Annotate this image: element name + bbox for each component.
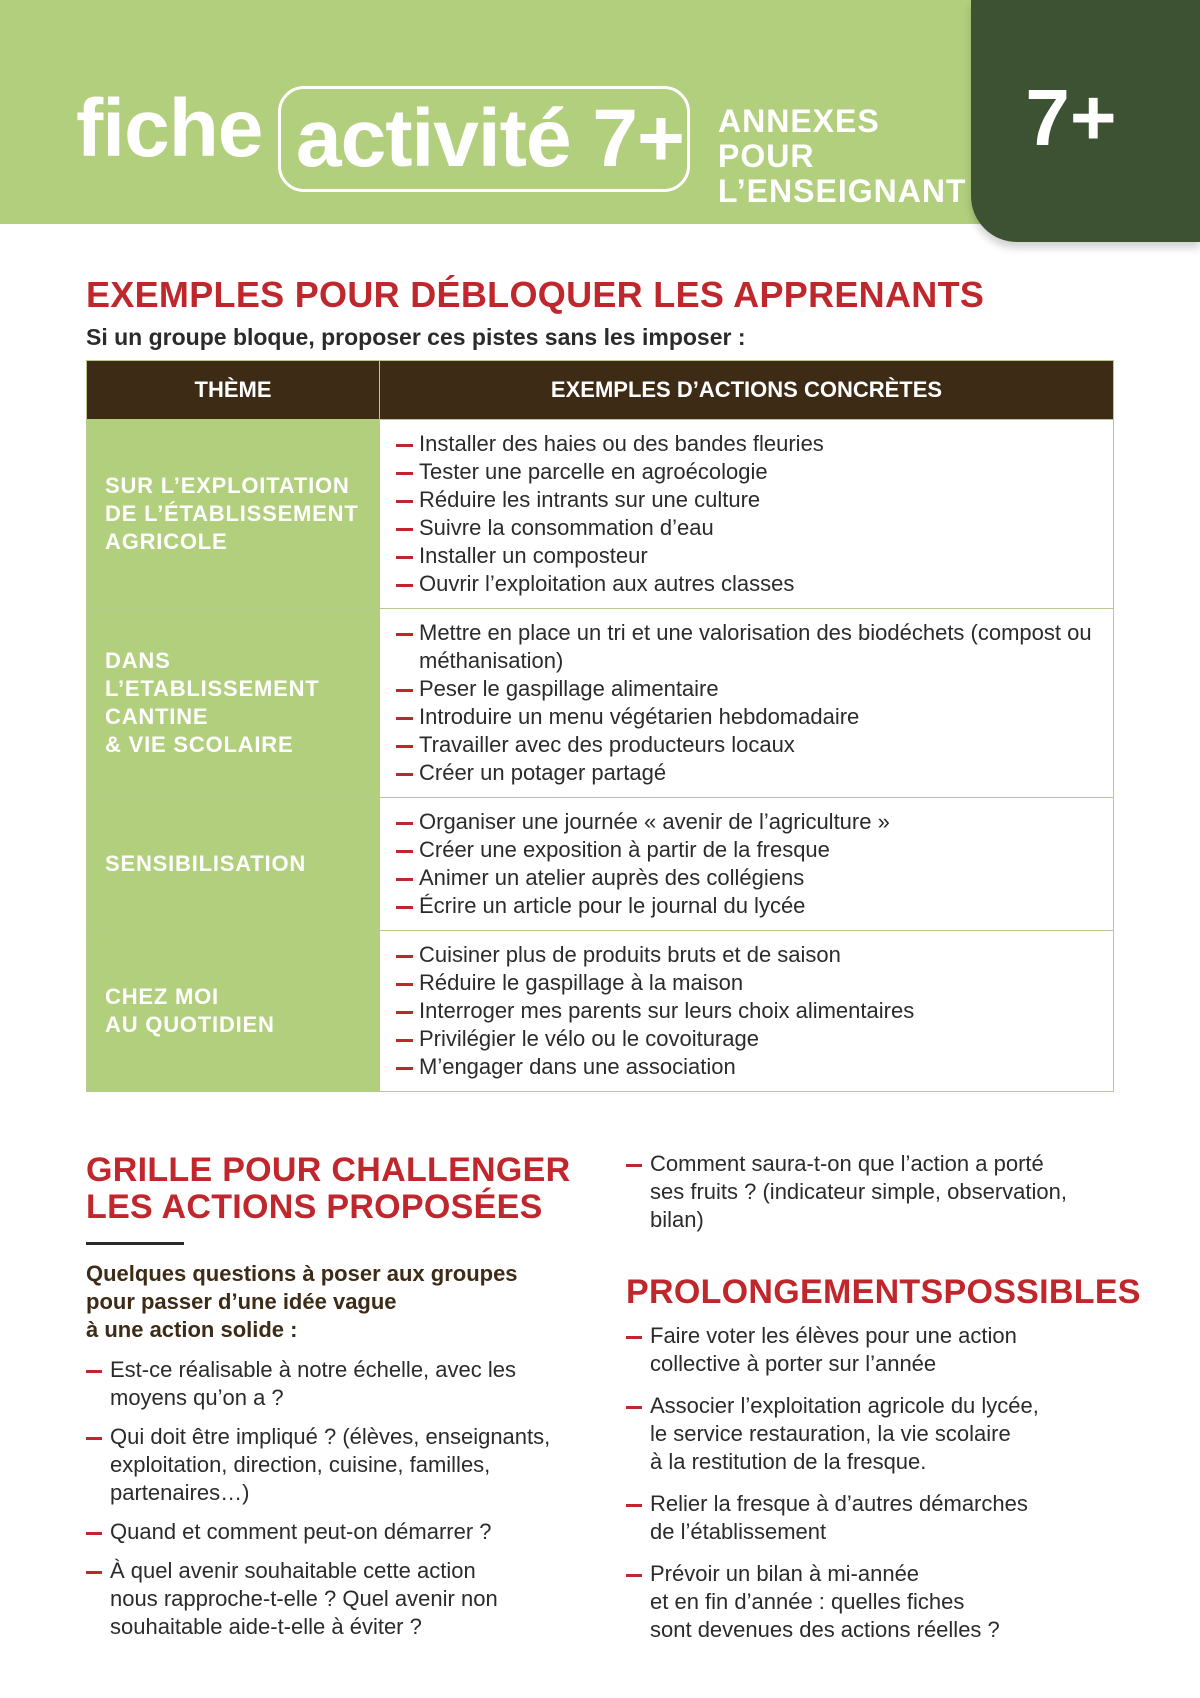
prolongement-item: Relier la fresque à d’autres démarches de l’établissement bbox=[626, 1490, 1126, 1546]
action-item: Réduire les intrants sur une culture bbox=[396, 486, 1101, 514]
action-item: Tester une parcelle en agroécologie bbox=[396, 458, 1101, 486]
theme-label: CHEZ MOI AU QUOTIDIEN bbox=[105, 984, 275, 1037]
action-item: Peser le gaspillage alimentaire bbox=[396, 675, 1101, 703]
question-item: Quand et comment peut-on démarrer ? bbox=[86, 1518, 606, 1546]
grille-title-line2: LES ACTIONS PROPOSÉES bbox=[86, 1188, 543, 1226]
section-title-prolongements: PROLONGEMENTSPOSSIBLES bbox=[626, 1273, 1141, 1311]
brand-word: fiche bbox=[76, 83, 263, 174]
age-label: 7+ bbox=[1025, 73, 1117, 162]
table-row bbox=[87, 930, 1113, 1091]
table-header-row bbox=[87, 361, 1113, 419]
table-header-actions: EXEMPLES D’ACTIONS CONCRÈTES bbox=[550, 377, 943, 402]
age-tab bbox=[971, 0, 1200, 242]
section-subtitle: Si un groupe bloque, proposer ces pistes sans les imposer : bbox=[86, 324, 746, 350]
theme-label: SENSIBILISATION bbox=[105, 851, 307, 876]
action-item: Privilégier le vélo ou le covoiturage bbox=[396, 1025, 1101, 1053]
action-item: Interroger mes parents sur leurs choix alimentaires bbox=[396, 997, 1101, 1025]
question-item: Est-ce réalisable à notre échelle, avec les moyens qu’on a ? bbox=[86, 1356, 606, 1412]
action-item: M’engager dans une association bbox=[396, 1053, 1101, 1081]
section-divider bbox=[86, 1242, 184, 1245]
examples-table bbox=[86, 360, 1114, 1092]
brand-boxed-label: activité 7+ bbox=[296, 93, 684, 184]
action-item: Ouvrir l’exploitation aux autres classes bbox=[396, 570, 1101, 598]
actions-cell bbox=[380, 931, 1113, 1091]
grille-intro: Quelques questions à poser aux groupes pour passer d’une idée vague à une action solide : bbox=[86, 1261, 518, 1342]
question-item: Qui doit être impliqué ? (élèves, enseignants, exploitation, direction, cuisine, familles, partenaires…) bbox=[86, 1423, 606, 1507]
question-item: Comment saura-t-on que l’action a porté ses fruits ? (indicateur simple, observation, bilan) bbox=[626, 1150, 1126, 1234]
theme-label: DANS L’ETABLISSEMENT CANTINE & VIE SCOLAIRE bbox=[105, 648, 320, 757]
action-item: Créer une exposition à partir de la fresque bbox=[396, 836, 1101, 864]
theme-cell bbox=[87, 609, 380, 797]
action-item: Créer un potager partagé bbox=[396, 759, 1101, 787]
action-item: Organiser une journée « avenir de l’agriculture » bbox=[396, 808, 1101, 836]
action-item: Installer des haies ou des bandes fleuries bbox=[396, 430, 1101, 458]
header-subtitle bbox=[718, 104, 968, 209]
table-row bbox=[87, 797, 1113, 930]
prolongement-item: Prévoir un bilan à mi-année et en fin d’année : quelles fiches sont devenues des actions réelles ? bbox=[626, 1560, 1126, 1644]
action-item: Animer un atelier auprès des collégiens bbox=[396, 864, 1101, 892]
table-row bbox=[87, 608, 1113, 797]
prolongement-item: Faire voter les élèves pour une action collective à porter sur l’année bbox=[626, 1322, 1126, 1378]
table-body bbox=[87, 419, 1113, 1091]
action-item: Cuisiner plus de produits bruts et de saison bbox=[396, 941, 1101, 969]
actions-cell bbox=[380, 420, 1113, 608]
theme-cell bbox=[87, 420, 380, 608]
question-item: À quel avenir souhaitable cette action nous rapproche-t-elle ? Quel avenir non souhaitable aide-t-elle à éviter ? bbox=[86, 1557, 606, 1641]
actions-cell bbox=[380, 609, 1113, 797]
action-item: Réduire le gaspillage à la maison bbox=[396, 969, 1101, 997]
table-header-theme: THÈME bbox=[87, 361, 380, 419]
theme-cell bbox=[87, 931, 380, 1091]
question-list-continued bbox=[626, 1150, 1126, 1245]
prolongements-list bbox=[626, 1322, 1126, 1658]
header-subtitle-line: ANNEXES POUR bbox=[718, 103, 880, 174]
action-item: Mettre en place un tri et une valorisation des biodéchets (compost ou méthanisation) bbox=[396, 619, 1101, 675]
section-title-grille bbox=[86, 1152, 571, 1226]
action-item: Travailler avec des producteurs locaux bbox=[396, 731, 1101, 759]
header-subtitle-line: L’ENSEIGNANT bbox=[718, 173, 967, 209]
action-item: Suivre la consommation d’eau bbox=[396, 514, 1101, 542]
theme-cell bbox=[87, 798, 380, 930]
grille-title-line1: GRILLE POUR CHALLENGER bbox=[86, 1151, 571, 1189]
theme-label: SUR L’EXPLOITATION DE L’ÉTABLISSEMENT AGRICOLE bbox=[105, 473, 359, 554]
action-item: Écrire un article pour le journal du lycée bbox=[396, 892, 1101, 920]
section-title-debloquer: EXEMPLES POUR DÉBLOQUER LES APPRENANTS bbox=[86, 274, 985, 315]
prolongement-item: Associer l’exploitation agricole du lycée, le service restauration, la vie scolaire à la restitution de la fresque. bbox=[626, 1392, 1126, 1476]
question-list bbox=[86, 1356, 606, 1652]
action-item: Introduire un menu végétarien hebdomadaire bbox=[396, 703, 1101, 731]
table-row bbox=[87, 419, 1113, 608]
action-item: Installer un composteur bbox=[396, 542, 1101, 570]
actions-cell bbox=[380, 798, 1113, 930]
